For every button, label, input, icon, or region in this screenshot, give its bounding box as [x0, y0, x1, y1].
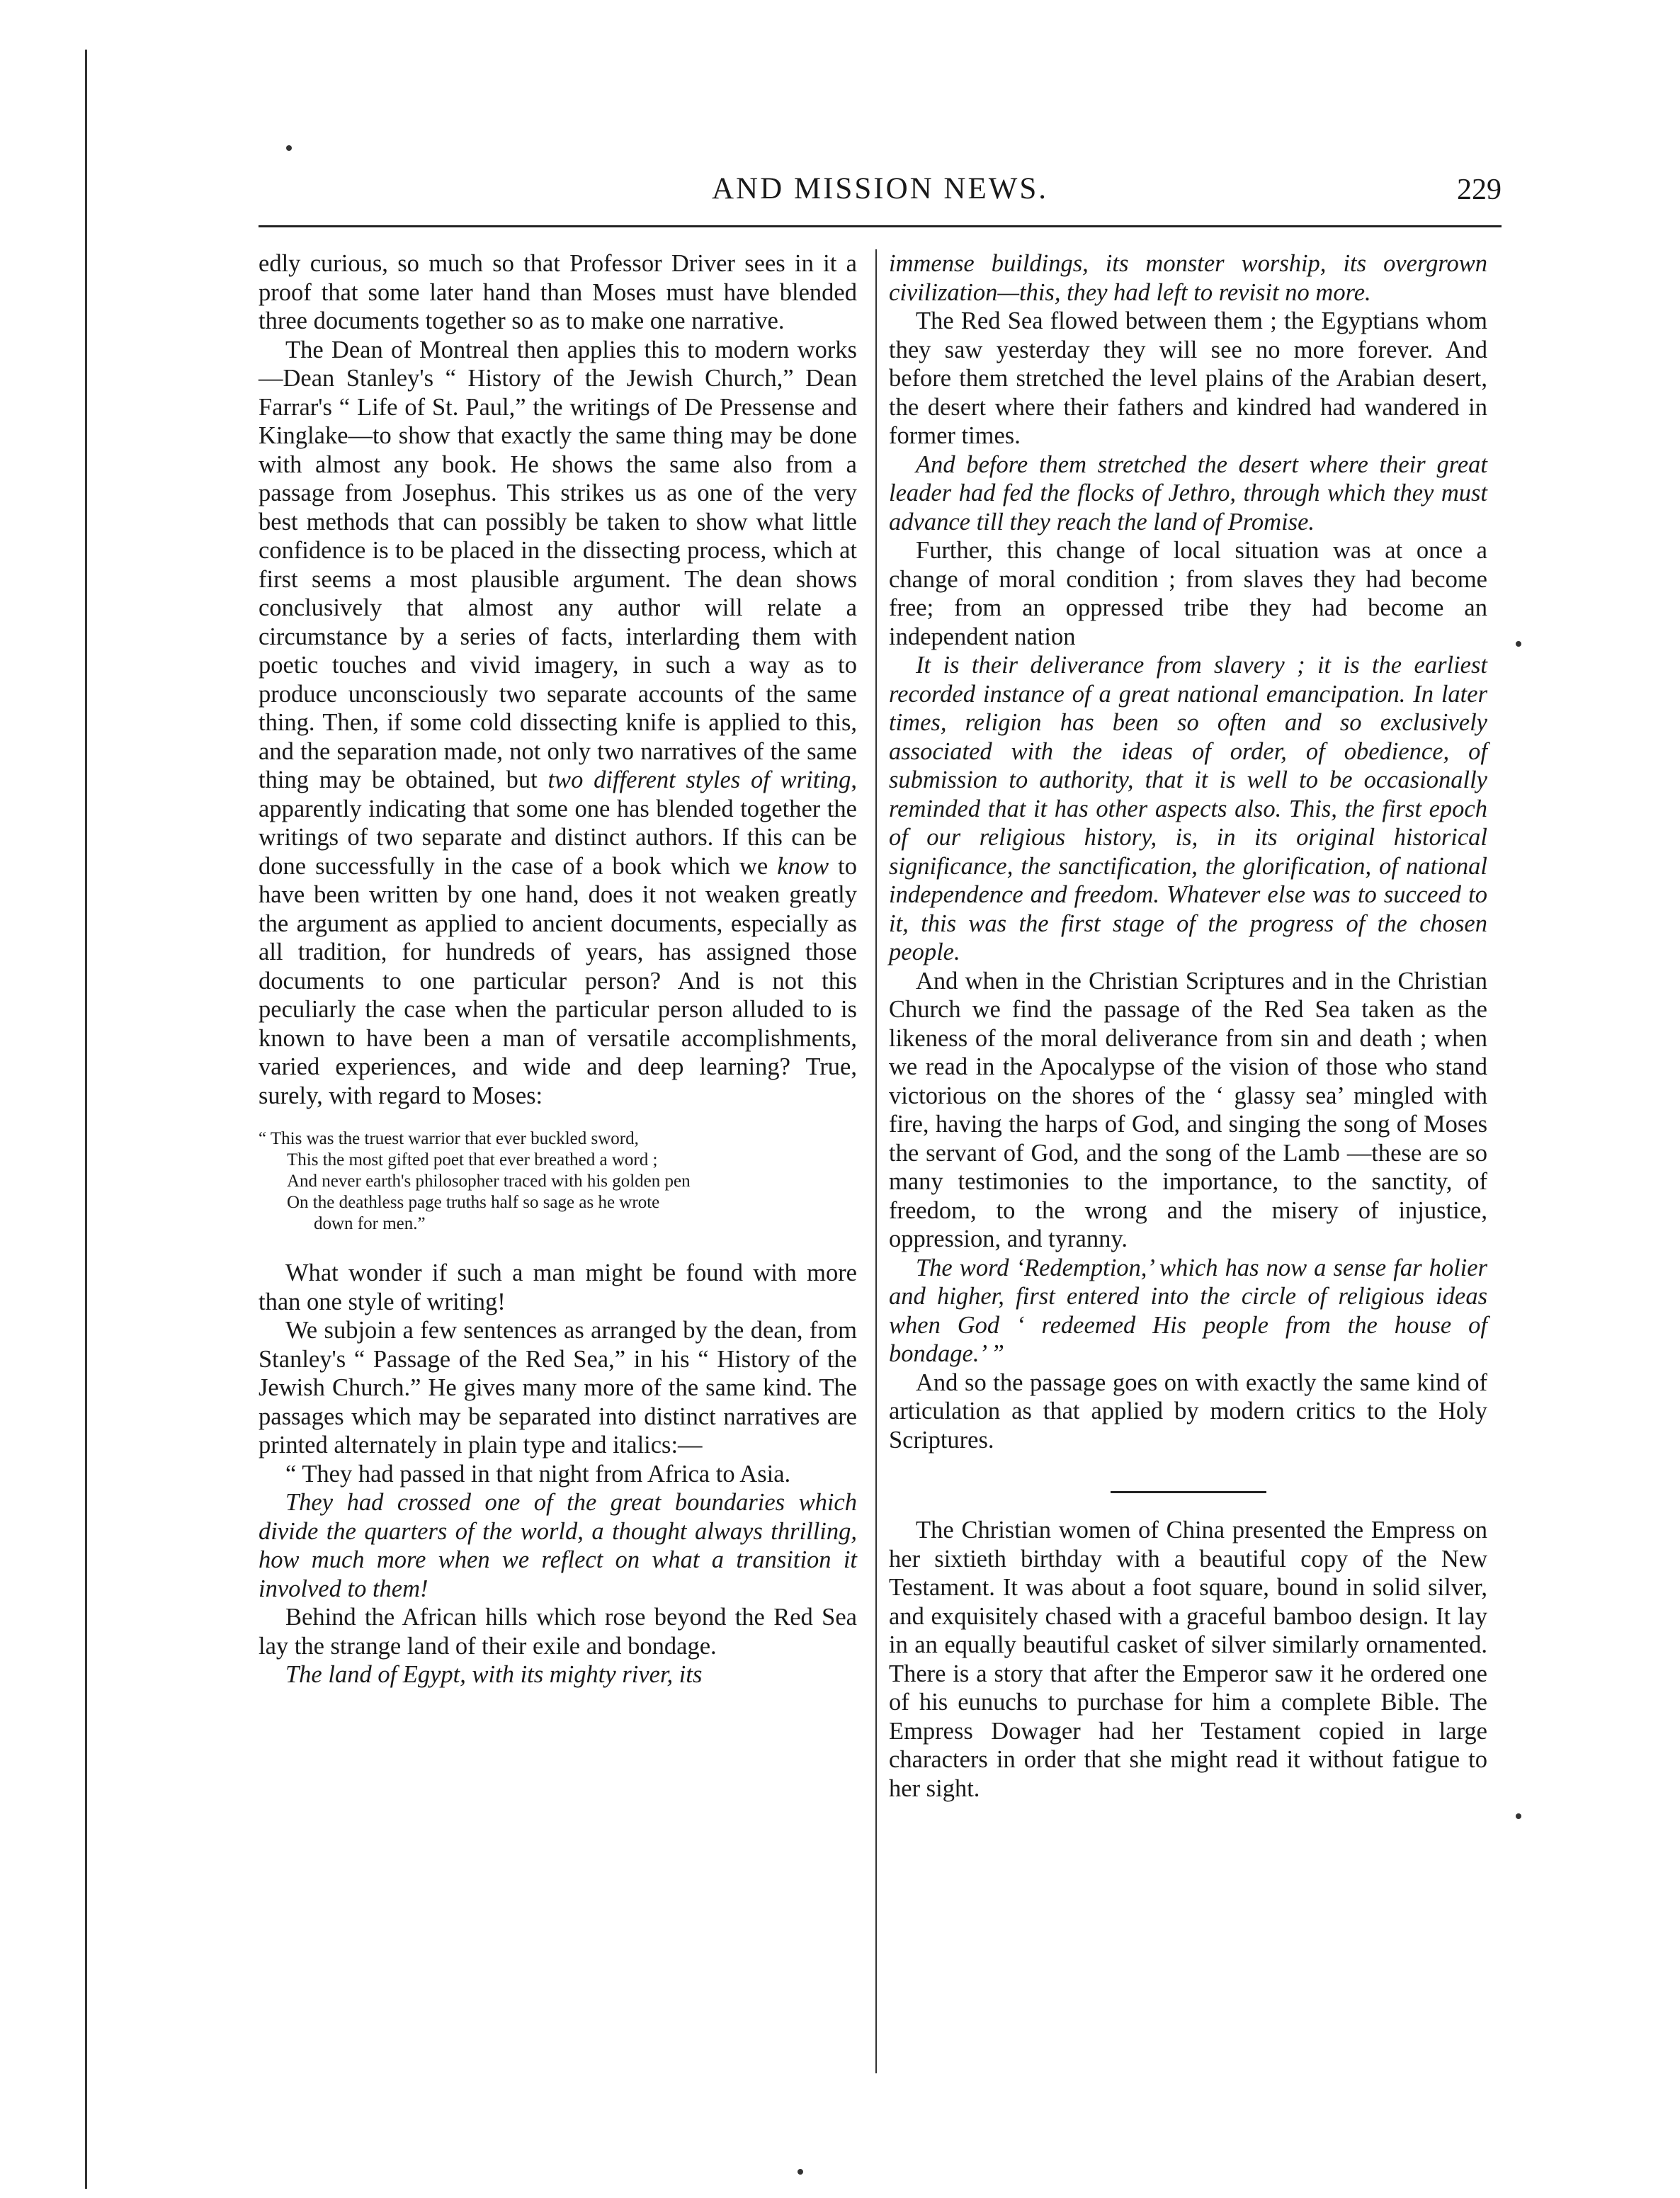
paragraph: And when in the Christian Scriptures and in the Christian Church we find the passage of the Red Sea taken as the likeness of the moral deliverance from sin and death ; when we read in the Apocalypse of the vision of those who stand victorious on the shores of the ‘ glassy sea’ mingled with fire, having the harps of God, and singing the song of Moses the servant of God, and the song of the Lamb —these are so many testimonies to the importance, to the sanctity, of freedom, to the wrong and the misery of injustice, oppression, and tyranny. [889, 967, 1487, 1252]
poem-line: down for men.” [314, 1214, 426, 1233]
poem-line: On the deathless page truths half so sage as he wrote [287, 1193, 660, 1212]
paragraph: Further, this change of local situation was at once a change of moral condition ; from slaves they had become free; from an oppressed tribe they had become an independent nation [889, 537, 1487, 650]
paragraph: The Christian women of China presented the Empress on her sixtieth birthday with a beautiful copy of the New Testament. It was about a foot square, bound in solid silver, and exquisitely chased with a graceful bamboo design. It lay in an equally beautiful casket of silver similarly ornamented. There is a story that after the Emperor saw it he ordered one of his eunuchs to purchase for him a complete Bible. The Empress Dowager had her Testament copied in large characters in order that she might read it without fatigue to her sight. [889, 1517, 1487, 1802]
column-divider [875, 249, 877, 2073]
italic-paragraph: They had crossed one of the great boundaries which divide the quarters of the world, a thought always thrilling, how much more when we reflect on what a transition it involved to them! [259, 1489, 857, 1602]
paragraph [259, 336, 857, 1111]
italic-paragraph: immense buildings, its monster worship, its overgrown civilization—this, they had left to revisit no more. [889, 250, 1487, 306]
poem-line: “ This was the truest warrior that ever buckled sword, [259, 1129, 639, 1148]
paragraph: And so the passage goes on with exactly the same kind of articulation as that applied by modern critics to the Holy Scriptures. [889, 1369, 1487, 1454]
italic-paragraph: The land of Egypt, with its mighty river, its [285, 1661, 703, 1688]
section-rule [1111, 1491, 1266, 1493]
right-column [889, 249, 1487, 1803]
header-rule [259, 225, 1502, 227]
paragraph: What wonder if such a man might be found with more than one style of writing! [259, 1259, 857, 1315]
italic-paragraph: It is their deliverance from slavery ; it is the earliest recorded instance of a great national emancipation. In later times, religion has been so often and so exclusively associated with the ideas of order, of obedience, of submission to authority, that it is well to be occasionally reminded that it has other aspects also. This, the first epoch of our religious history, is, in its original historical significance, the sanctification, the glorification, of national independence and freedom. Whatever else was to succeed to it, this was the first stage of the progress of the chosen people. [889, 652, 1487, 965]
page-number: 229 [1457, 174, 1502, 206]
poem-line: This the most gifted poet that ever breathed a word ; [287, 1150, 658, 1169]
print-speck [286, 145, 292, 151]
poem-line: And never earth's philosopher traced with his golden pen [287, 1172, 691, 1191]
paragraph: The Red Sea flowed between them ; the Egyptians whom they saw yesterday they will see no more forever. And before them stretched the level plains of the Arabian desert, the desert where their fathers and kindred had wandered in former times. [889, 307, 1487, 449]
text-run: , apparently indicating that some one has blended together the writings of two separate and distinct authors. If this can be done successfully in the case of a book which we [259, 766, 857, 880]
left-column [259, 249, 857, 1689]
italic-paragraph: And before them stretched the desert where their great leader had fed the flocks of Jethro, through which they must advance till they reach the land of Promise. [889, 451, 1487, 536]
poem-quote [259, 1128, 857, 1235]
italic-paragraph: The word ‘Redemption,’ which has now a sense far holier and higher, first entered into the circle of religious ideas when God ‘ redeemed His people from the house of bondage.’ ” [889, 1254, 1487, 1367]
emphasis: two different styles of writing [547, 766, 851, 793]
page-header [259, 171, 1502, 221]
paragraph: We subjoin a few sentences as arranged by the dean, from Stanley's “ Passage of the Red Sea,” in his “ History of the Jewish Church.” He gives many more of the same kind. The passages which may be separated into distinct narratives are printed alternately in plain type and italics:— [259, 1317, 857, 1458]
emphasis: know [777, 852, 829, 880]
paragraph: “ They had passed in that night from Africa to Asia. [285, 1460, 791, 1488]
text-run: The Dean of Montreal then applies this to modern works—Dean Stanley's “ History of the Jewish Church,” Dean Farrar's “ Life of St. Paul,” the writings of De Pressense and Kinglake—to show that exactly the same thing may be done with almost any book. He shows the same also from a passage from Josephus. This strikes us as one of the very best methods that can possibly be taken to show what little confidence is to be placed in the dissecting process, which at first seems a most plausible argument. The dean shows conclusively that almost any author will relate a circumstance by a series of facts, interlarding them with poetic touches and vivid imagery, in such a way as to produce unconsciously two separate accounts of the same thing. Then, if some cold dissecting knife is applied to this, and the separation made, not only two narratives of the same thing may be obtained, but [259, 336, 857, 793]
print-speck [1516, 1813, 1521, 1819]
page-edge-rule [85, 50, 87, 2189]
paragraph: edly curious, so much so that Professor Driver sees in it a proof that some later hand than Moses must have blended three documents together so as to make one narrative. [259, 250, 857, 334]
text-run: to have been written by one hand, does it not weaken greatly the argument as applied to ancient documents, especially as all tradition, for hundreds of years, has assigned those documents to one particular person? And is not this peculiarly the case when the particular person alluded to is known to have been a man of versatile accomplishments, varied experiences, and wide and deep learning? True, surely, with regard to Moses: [259, 852, 857, 1109]
paragraph: Behind the African hills which rose beyond the Red Sea lay the strange land of their exile and bondage. [259, 1604, 857, 1660]
print-speck [798, 2169, 803, 2175]
running-head: AND MISSION NEWS. [711, 172, 1049, 205]
print-speck [1516, 641, 1521, 647]
